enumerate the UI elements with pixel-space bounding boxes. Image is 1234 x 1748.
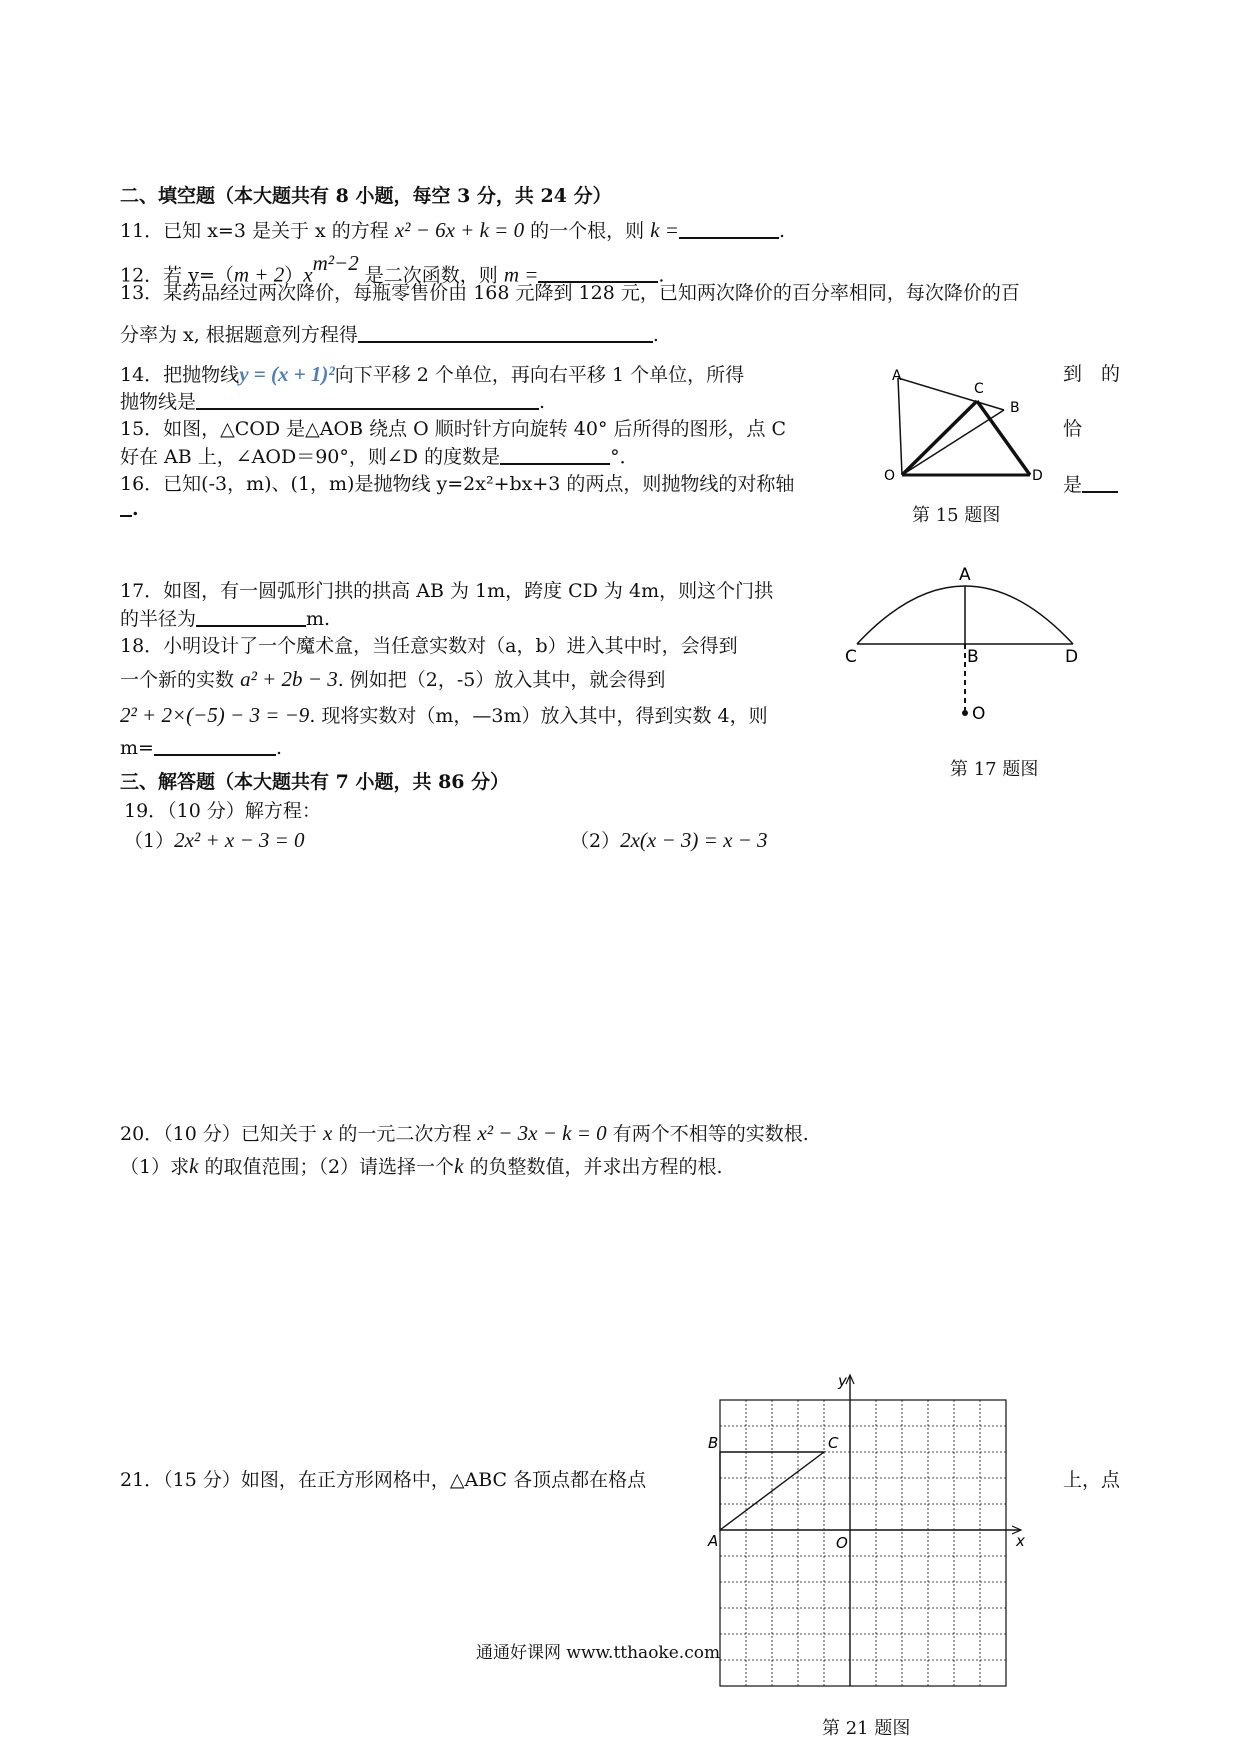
section2-heading: 二、填空题（本大题共有 8 小题，每空 3 分，共 24 分） xyxy=(120,185,612,207)
q16-answer-blank-2[interactable] xyxy=(120,501,132,517)
q11-text-2: 的一个根，则 xyxy=(530,220,645,242)
q11-period: . xyxy=(778,220,786,242)
q20-text-2: 的一元二次方程 xyxy=(338,1123,472,1145)
fig15-label-a: A xyxy=(892,368,902,384)
q14-line1 xyxy=(120,361,744,388)
q12-text: 12．若 y=（ xyxy=(120,264,234,287)
fig17-label-d: D xyxy=(1065,647,1079,667)
fig21-triangle-abc xyxy=(720,1452,824,1530)
fig17-label-b: B xyxy=(967,647,979,667)
q14-line2 xyxy=(120,388,545,415)
q19-title: 19．（10 分）解方程： xyxy=(124,800,321,822)
question-11 xyxy=(120,217,785,244)
q11-text: 11．已知 x=3 是关于 x 的方程 xyxy=(120,220,389,242)
fig17-label-a: A xyxy=(959,565,971,585)
q16-answer-blank[interactable] xyxy=(1082,471,1118,493)
q16-line1: 16．已知(-3，m)、(1，m)是抛物线 y=2x²+bx+3 的两点，则抛物线的对称轴 xyxy=(120,473,795,495)
q18-line2 xyxy=(120,666,665,693)
fig21-label-y: y xyxy=(838,1372,847,1390)
q12-period: . xyxy=(658,264,665,287)
q19-part1-label: （1） xyxy=(124,830,175,852)
q13-line1: 13．某药品经过两次降价，每瓶零售价由 168 元降到 128 元，已知两次降价的百分率相同，每次降价的百 xyxy=(120,282,1020,304)
q14-equation: y = (x + 1)² xyxy=(239,362,335,386)
q18-var: m= xyxy=(120,737,154,759)
q17-line2 xyxy=(120,605,330,632)
q21-line1: 21．（15 分）如图，在正方形网格中，△ABC 各顶点都在格点 xyxy=(120,1469,647,1491)
q20-part3: 的负整数值，并求出方程的根. xyxy=(469,1156,723,1178)
q14-answer-blank[interactable] xyxy=(196,388,539,410)
fig15-label-b: B xyxy=(1010,400,1020,416)
q16-tail xyxy=(1063,471,1118,498)
q20-var-k-2: k xyxy=(454,1154,464,1178)
q15-text: 好在 AB 上，∠AOD＝90°，则∠D 的度数是 xyxy=(120,446,501,468)
q19-part2 xyxy=(570,827,768,854)
q14-period: . xyxy=(539,391,546,413)
fig15-label-d: D xyxy=(1032,468,1043,484)
q13-line2 xyxy=(120,321,659,348)
q17-unit: m. xyxy=(306,608,331,630)
q11-answer-blank[interactable] xyxy=(679,217,779,239)
fig15-line-ao xyxy=(898,378,902,475)
q19-part2-label: （2） xyxy=(570,830,621,852)
q12-power-base: x xyxy=(303,262,313,287)
q16-tail-text: 是 xyxy=(1063,474,1083,496)
fig17-label-c: C xyxy=(845,647,857,667)
q13-text: 分率为 x, 根据题意列方程得 xyxy=(120,324,358,346)
q20-var-x: x xyxy=(322,1121,333,1145)
q18-answer-blank[interactable] xyxy=(154,734,276,756)
q19-equation-1: 2x² + x − 3 = 0 xyxy=(174,828,305,852)
q11-variable: k = xyxy=(650,218,679,242)
figure-17 xyxy=(845,560,1085,735)
q19-part1 xyxy=(124,827,305,854)
q12-exponent: m²−2 xyxy=(312,251,359,275)
figure-15 xyxy=(880,370,1050,495)
q20-line1 xyxy=(120,1120,809,1147)
fig15-label-o: O xyxy=(884,468,896,484)
q20-equation: x² − 3x − k = 0 xyxy=(477,1121,607,1145)
q12-text-2: 是二次函数，则 xyxy=(364,264,498,287)
q12-expression: m + 2 xyxy=(233,262,285,287)
fig15-line-oc xyxy=(902,401,977,475)
q20-var-k: k xyxy=(189,1154,199,1178)
q18-line3 xyxy=(120,702,768,729)
figure-21 xyxy=(708,1372,1048,1702)
fig17-label-o: O xyxy=(972,704,986,724)
q16-period: . xyxy=(132,498,139,520)
q18-period: . xyxy=(275,737,282,759)
q11-equation: x² − 6x + k = 0 xyxy=(394,218,525,242)
q18-expression: a² + 2b − 3 xyxy=(240,667,338,691)
q20-line2 xyxy=(120,1153,722,1180)
q14-text: 14．把抛物线 xyxy=(120,364,240,386)
fig15-label-c: C xyxy=(974,381,984,397)
fig17-caption: 第 17 题图 xyxy=(950,759,1039,780)
q20-text-3: 有两个不相等的实数根. xyxy=(612,1123,809,1145)
fig21-label-b: B xyxy=(708,1434,719,1452)
fig21-label-a: A xyxy=(708,1532,719,1550)
q18-text-3: . 现将实数对（m，—3m）放入其中，得到实数 4，则 xyxy=(309,705,768,727)
fig21-label-c: C xyxy=(828,1434,839,1452)
fig21-caption: 第 21 题图 xyxy=(822,1718,911,1739)
q18-line4 xyxy=(120,734,282,761)
fig15-line-ab xyxy=(898,378,1004,410)
q18-line1: 18．小明设计了一个魔术盒，当任意实数对（a，b）进入其中时，会得到 xyxy=(120,635,738,657)
watermark: 通通好课网 www.tthaoke.com xyxy=(476,1643,721,1663)
q20-part1: （1）求 xyxy=(120,1156,190,1178)
section3-heading: 三、解答题（本大题共有 7 小题，共 86 分） xyxy=(120,771,510,793)
q15-tail: 恰 xyxy=(1063,418,1083,440)
q20-part2: 的取值范围；（2）请选择一个 xyxy=(204,1156,455,1178)
fig15-caption: 第 15 题图 xyxy=(912,505,1001,526)
q15-degree: °． xyxy=(610,446,639,468)
q18-example: 2² + 2×(−5) − 3 = −9 xyxy=(120,703,310,727)
q21-tail: 上，点 xyxy=(1063,1469,1121,1491)
fig21-label-o: O xyxy=(836,1534,848,1552)
fig15-line-cd xyxy=(977,401,1030,475)
q18-text: 一个新的实数 xyxy=(120,669,235,691)
q17-line1: 17．如图，有一圆弧形门拱的拱高 AB 为 1m，跨度 CD 为 4m，则这个门拱 xyxy=(120,580,774,602)
fig17-center-o xyxy=(962,710,968,716)
q15-line1: 15．如图，△COD 是△AOB 绕点 O 顺时针方向旋转 40° 后所得的图形，点 C xyxy=(120,418,787,440)
q12-paren: ） xyxy=(284,264,304,287)
q16-line2 xyxy=(120,496,139,522)
fig21-grid-border xyxy=(720,1400,1006,1686)
q14-text-2: 向下平移 2 个单位，再向右平移 1 个单位，所得 xyxy=(334,364,745,386)
fig21-label-x: x xyxy=(1016,1532,1025,1550)
q17-answer-blank[interactable] xyxy=(196,605,306,627)
q15-line2 xyxy=(120,443,639,470)
q14-tail: 到 的 xyxy=(1063,363,1121,385)
q18-text-2: . 例如把（2，-5）放入其中，就会得到 xyxy=(337,669,666,691)
q20-text: 20．（10 分）已知关于 xyxy=(120,1123,317,1145)
q14-text-3: 抛物线是 xyxy=(120,391,197,413)
q19-equation-2: 2x(x − 3) = x − 3 xyxy=(620,828,768,852)
q12-variable: m = xyxy=(503,262,539,287)
q13-period: . xyxy=(652,324,659,346)
q15-answer-blank[interactable] xyxy=(500,443,610,465)
q13-answer-blank[interactable] xyxy=(358,321,653,343)
q17-text: 的半径为 xyxy=(120,608,197,630)
